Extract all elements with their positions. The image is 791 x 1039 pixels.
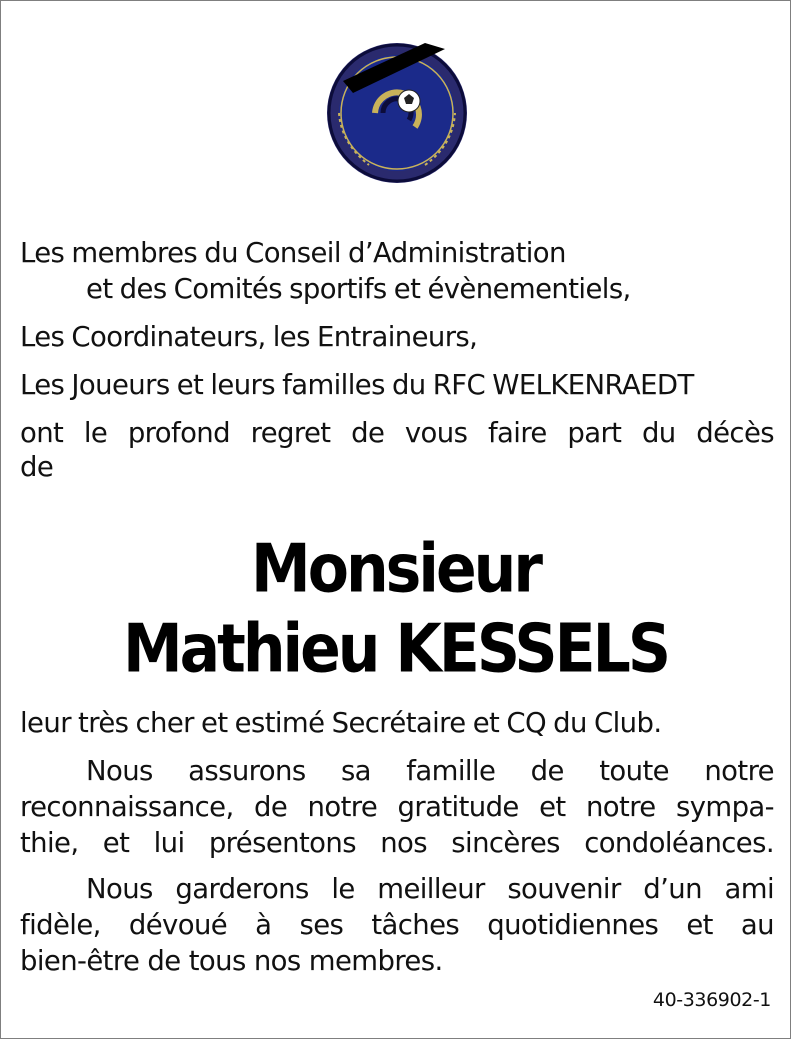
paragraph-line: fidèle, dévoué à ses tâches quotidiennes et au	[20, 909, 774, 941]
intro-line: et des Comités sportifs et évènementiels,	[86, 273, 631, 305]
intro-line: Les membres du Conseil d’Administration	[20, 237, 566, 269]
condolence-paragraph	[20, 753, 774, 861]
memory-paragraph	[20, 871, 774, 979]
intro-line: Les Joueurs et leurs familles du RFC WELKENRAEDT	[20, 369, 694, 401]
deceased-name: Mathieu KESSELS	[122, 609, 669, 689]
reference-number: 40-336902-1	[652, 989, 771, 1011]
deceased-title: Monsieur	[251, 529, 540, 609]
intro-line: Les Coordinateurs, les Entraineurs,	[20, 321, 478, 353]
body-line: leur très cher et estimé Secrétaire et CQ du Club.	[20, 707, 662, 739]
paragraph-line: bien-être de tous nos membres.	[20, 945, 443, 977]
intro-line: ont le profond regret de vous faire part du décès	[20, 417, 774, 449]
paragraph-line: Nous garderons le meilleur souvenir d’un ami	[86, 873, 774, 905]
paragraph-line: Nous assurons sa famille de toute notre	[86, 755, 774, 787]
club-crest-icon	[325, 41, 469, 185]
paragraph-line: thie, et lui présentons nos sincères condoléances.	[20, 827, 774, 859]
intro-line: de	[20, 451, 54, 483]
paragraph-line: reconnaissance, de notre gratitude et notre sympa-	[20, 791, 774, 823]
